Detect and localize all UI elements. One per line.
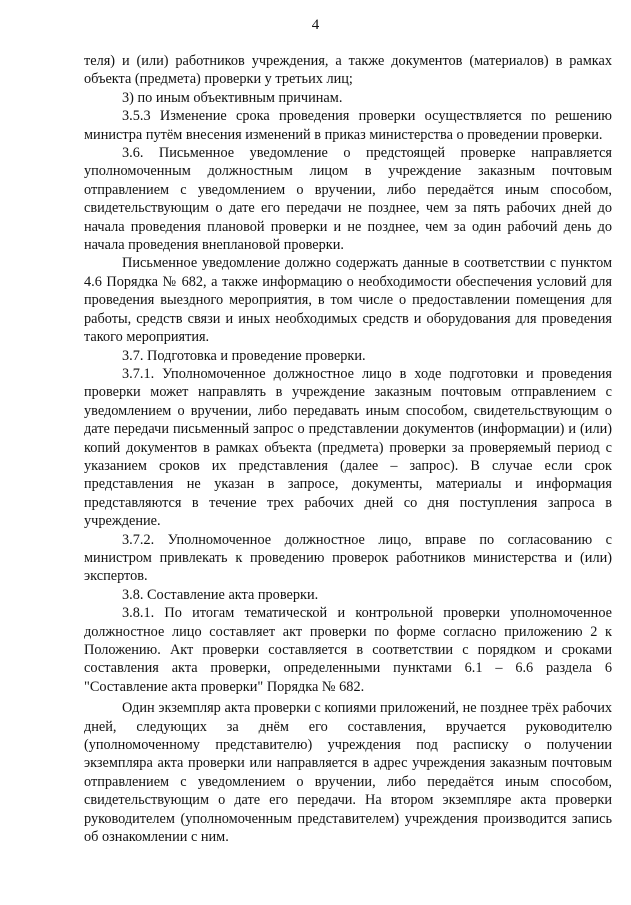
paragraph-3-6: 3.6. Письменное уведомление о предстоящей проверке направляется уполномоченным должностным лицом в учреждение заказным почтовым отправлением с уведомлением о вручении, либо передаётся иным способом, свидетельствующим о дате его передачи не позднее, чем за пять рабочих дней до начала проведения плановой проверки и не позднее, чем за один рабочий день до начала проведения внеплановой проверки. <box>84 145 612 254</box>
paragraph-3-7-2: 3.7.2. Уполномоченное должностное лицо, вправе по согласованию с министром привлекать к проведению проверок работников министерства и (или) экспертов. <box>84 531 612 585</box>
paragraph-3-8-1: 3.8.1. По итогам тематической и контрольной проверки уполномоченное должностное лицо составляет акт проверки по форме согласно приложению 2 к Положению. Акт проверки составляется в соответствии с порядком и сроками составления акта проверки, определенными пунктами 6.1 – 6.6 раздела 6 "Составление акта проверки" Порядка № 682. <box>84 605 612 695</box>
paragraph-3-5-3: 3.5.3 Изменение срока проведения проверки осуществляется по решению министра путём внесения изменений в приказ министерства о проведении проверки. <box>84 108 612 143</box>
paragraph-3-8-heading: 3.8. Составление акта проверки. <box>122 586 319 603</box>
paragraph-3-7-1: 3.7.1. Уполномоченное должностное лицо в ходе подготовки и проведения проверки может направлять в учреждение заказным почтовым отправлением с уведомлением о вручении, либо передавать иным способом, свидетельствующим о дате передачи письменный запрос о представлении документов (информации) и (или) копий документов в рамках объекта (предмета) проверки за проверяемый период с указанием сроков их представления (далее – запрос). В случае если срок представления не указан в запросе, документы, материалы и информация представляются в течение трех рабочих дней со дня поступления запроса в учреждение. <box>84 365 612 530</box>
paragraph-3-7-heading: 3.7. Подготовка и проведение проверки. <box>122 347 366 364</box>
paragraph-notification-content: Письменное уведомление должно содержать данные в соответствии с пунктом 4.6 Порядка № 682, а также информацию о необходимости обеспечения условий для проведения выездного мероприятия, в том числе о предоставлении помещения для работы, средств связи и иных необходимых средств и оборудования для проведения такого мероприятия. <box>84 255 612 346</box>
paragraph-continuation: теля) и (или) работников учреждения, а также документов (материалов) в рамках объекта (предмета) проверки у третьих лиц; <box>84 53 612 88</box>
paragraph-item-3: 3) по иным объективным причинам. <box>122 89 343 106</box>
page-number: 4 <box>311 17 320 33</box>
paragraph-act-copy: Один экземпляр акта проверки с копиями приложений, не позднее трёх рабочих дней, следующих за днём его составления, вручается руководителю (уполномоченному представителю) учреждения под расписку о получении экземпляра акта проверки или направляется в адрес учреждения заказным почтовым отправлением с уведомлением о вручении, либо передаётся иным способом, свидетельствующим о дате его передачи. На втором экземпляре акта проверки руководителем (уполномоченным представителем) учреждения производится запись об ознакомлении с ним. <box>84 700 612 846</box>
document-body <box>84 52 612 846</box>
